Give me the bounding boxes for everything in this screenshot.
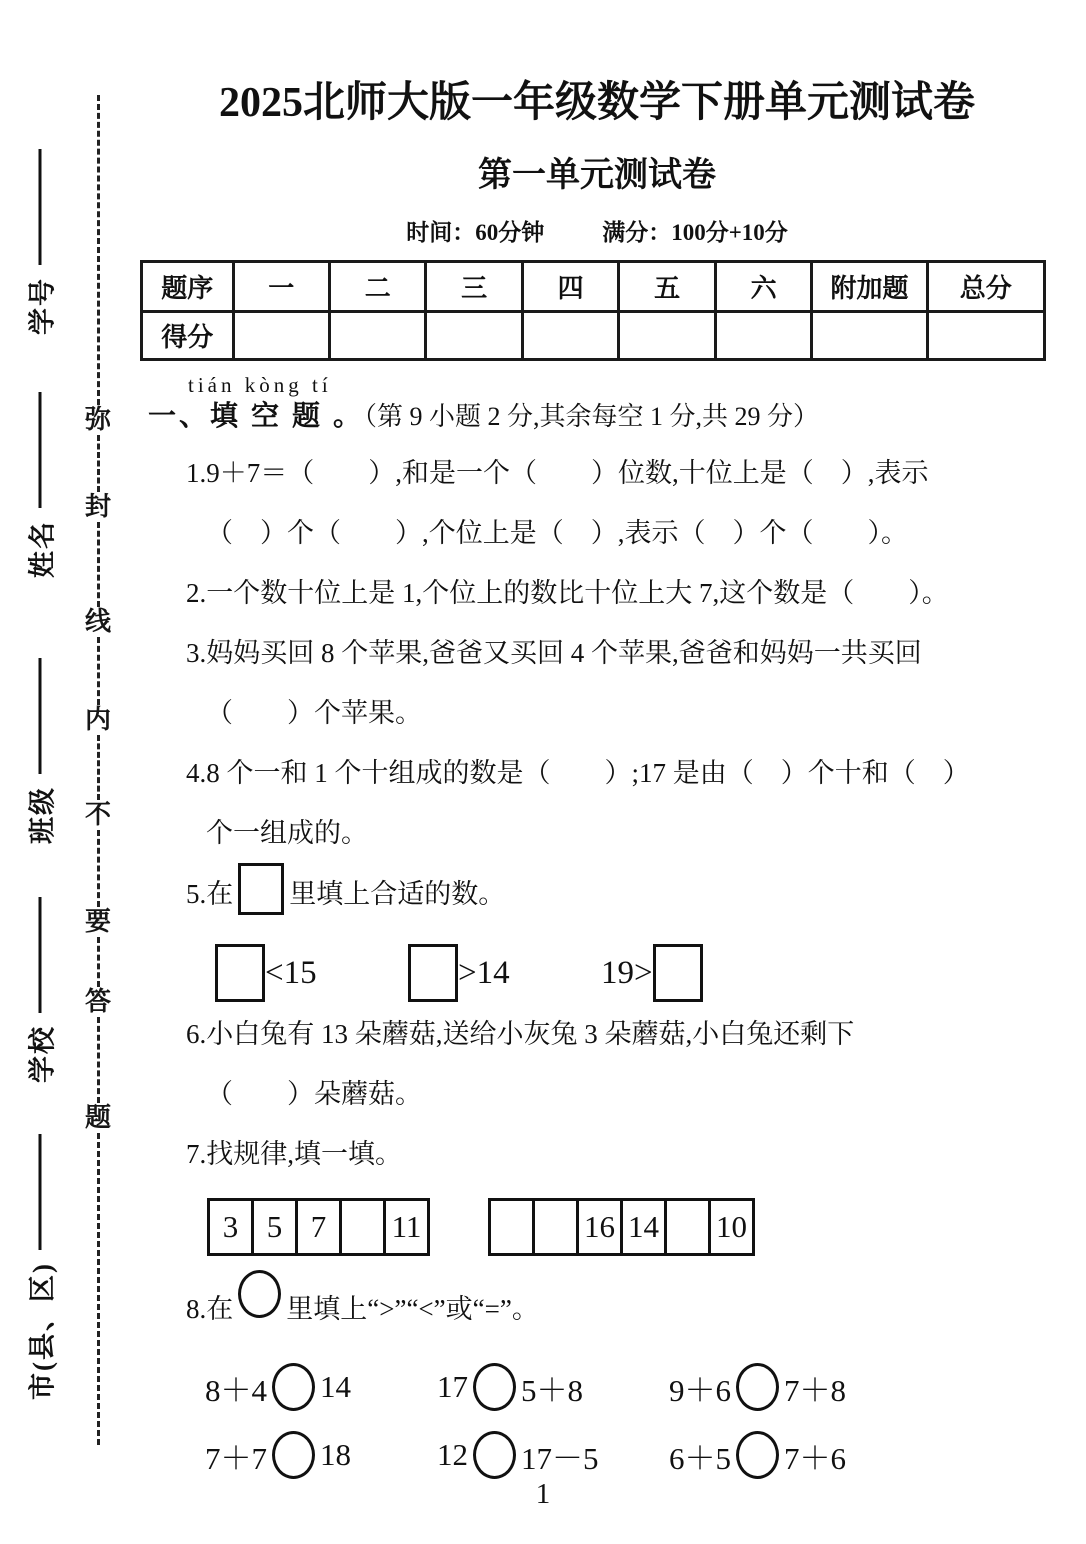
strip-cell: 16 bbox=[576, 1201, 620, 1253]
fill-box-icon bbox=[238, 863, 284, 915]
number-strip-1 bbox=[207, 1198, 430, 1256]
question-5 bbox=[186, 863, 1046, 924]
score-table bbox=[140, 260, 1046, 361]
compare-circle-icon bbox=[473, 1431, 516, 1479]
question-5-prefix: 5.在 bbox=[186, 879, 234, 909]
question-5-comparisons bbox=[215, 942, 1046, 1004]
class-blank-line bbox=[39, 658, 42, 774]
fill-box-icon bbox=[215, 944, 265, 1002]
exam-title: 2025北师大版一年级数学下册单元测试卷 bbox=[218, 80, 975, 126]
question-4-line-2: 个一组成的。 bbox=[206, 818, 368, 848]
score-header-cell: 三 bbox=[426, 262, 522, 312]
fill-box-icon bbox=[408, 944, 458, 1002]
exam-info-line bbox=[148, 218, 1046, 248]
strip-cell bbox=[664, 1201, 708, 1253]
seal-char: 内 bbox=[84, 705, 111, 734]
question-8-prefix: 8.在 bbox=[186, 1294, 234, 1324]
question-8-suffix: 里填上“>”“<”或“=”。 bbox=[286, 1294, 539, 1324]
compare-circle-icon bbox=[272, 1431, 315, 1479]
strip-cell bbox=[532, 1201, 576, 1253]
seal-dash-segment bbox=[97, 830, 100, 907]
student-name-field bbox=[21, 392, 60, 578]
question-8 bbox=[186, 1270, 1046, 1339]
seal-char: 线 bbox=[84, 607, 111, 636]
student-id-label: 学号 bbox=[27, 277, 58, 335]
expression-right: 5＋8 bbox=[521, 1372, 583, 1408]
score-empty-cell bbox=[233, 312, 329, 360]
seal-char: 题 bbox=[84, 1103, 111, 1132]
student-id-blank-line bbox=[39, 149, 42, 265]
question-1-line-1: 1.9＋7＝（ ）,和是一个（ ）位数,十位上是（ ）,表示 bbox=[186, 458, 929, 488]
question-4-line-1: 4.8 个一和 1 个十组成的数是（ ）;17 是由（ ）个十和（ ） bbox=[186, 758, 970, 788]
expression-right: 7＋6 bbox=[784, 1440, 846, 1476]
strip-cell bbox=[339, 1201, 383, 1253]
exam-content bbox=[148, 60, 1046, 1489]
compare-expression bbox=[437, 1431, 669, 1479]
question-2: 2.一个数十位上是 1,个位上的数比十位上大 7,这个数是（ ）。 bbox=[186, 578, 949, 608]
student-name-label: 姓名 bbox=[27, 520, 58, 578]
score-empty-cell bbox=[812, 312, 927, 360]
fill-box-icon bbox=[653, 944, 703, 1002]
strip-cell: 14 bbox=[620, 1201, 664, 1253]
expression-right: 17－5 bbox=[521, 1440, 599, 1476]
expression-left: 6＋5 bbox=[669, 1440, 731, 1476]
question-7: 7.找规律,填一填。 bbox=[186, 1139, 402, 1169]
score-table-score-row bbox=[142, 312, 1045, 360]
section-heading bbox=[148, 399, 1046, 435]
expression-right: 14 bbox=[320, 1369, 351, 1404]
number-strip-2 bbox=[488, 1198, 755, 1256]
score-header-cell: 题序 bbox=[142, 262, 234, 312]
expression-left: 8＋4 bbox=[205, 1372, 267, 1408]
strip-cell: 10 bbox=[708, 1201, 752, 1253]
seal-char: 答 bbox=[84, 987, 111, 1016]
comparison-item bbox=[408, 944, 601, 1002]
question-8-row-1 bbox=[205, 1353, 1046, 1421]
score-table-header-row bbox=[142, 262, 1045, 312]
score-empty-cell bbox=[715, 312, 811, 360]
strip-cell: 3 bbox=[222, 1209, 239, 1244]
strip-cell: 11 bbox=[383, 1201, 427, 1253]
compare-circle-icon bbox=[736, 1431, 779, 1479]
score-empty-cell bbox=[522, 312, 618, 360]
expression-left: 12 bbox=[437, 1437, 468, 1472]
comparison-text: 19> bbox=[601, 955, 653, 991]
score-header-cell: 四 bbox=[522, 262, 618, 312]
strip-cell: 5 bbox=[251, 1201, 295, 1253]
score-header-cell: 附加题 bbox=[812, 262, 927, 312]
page-number: 1 bbox=[535, 1478, 551, 1510]
seal-dash-segment bbox=[97, 1017, 100, 1103]
question-6-line-1: 6.小白兔有 13 朵蘑菇,送给小灰兔 3 朵蘑菇,小白兔还剩下 bbox=[186, 1019, 855, 1049]
strip-cell: 7 bbox=[295, 1201, 339, 1253]
school-label: 学校 bbox=[27, 1025, 58, 1083]
question-3-line-1: 3.妈妈买回 8 个苹果,爸爸又买回 4 个苹果,爸爸和妈妈一共买回 bbox=[186, 638, 922, 668]
comparison-text: >14 bbox=[458, 955, 510, 991]
section-heading-title: 一、填 空 题 。 bbox=[148, 401, 365, 432]
compare-expression bbox=[437, 1363, 669, 1411]
score-header-cell: 六 bbox=[715, 262, 811, 312]
city-district-field bbox=[21, 1134, 60, 1400]
score-empty-cell bbox=[329, 312, 425, 360]
class-field bbox=[21, 658, 60, 844]
exam-subtitle: 第一单元测试卷 bbox=[478, 157, 716, 194]
comparison-item bbox=[601, 944, 794, 1002]
expression-left: 7＋7 bbox=[205, 1440, 267, 1476]
seal-line bbox=[84, 95, 112, 1445]
compare-circle-icon bbox=[238, 1270, 281, 1318]
question-7-number-strips bbox=[207, 1198, 1046, 1256]
seal-dash-segment bbox=[97, 1133, 100, 1445]
strip-cell bbox=[491, 1201, 532, 1253]
student-id-field bbox=[21, 149, 60, 335]
score-header-cell: 一 bbox=[233, 262, 329, 312]
seal-dash-segment bbox=[97, 735, 100, 800]
comparison-text: <15 bbox=[265, 955, 317, 991]
seal-dash-segment bbox=[97, 637, 100, 705]
compare-expression bbox=[669, 1431, 846, 1479]
score-empty-cell bbox=[426, 312, 522, 360]
expression-right: 7＋8 bbox=[784, 1372, 846, 1408]
compare-expression bbox=[205, 1363, 437, 1411]
compare-circle-icon bbox=[473, 1363, 516, 1411]
seal-dash-segment bbox=[97, 937, 100, 987]
question-1-line-2: （ ）个（ ）,个位上是（ ）,表示（ ）个（ ）。 bbox=[206, 518, 908, 548]
seal-char: 弥 bbox=[84, 405, 111, 434]
seal-dash-segment bbox=[97, 95, 100, 405]
city-district-label: 市(县、区) bbox=[27, 1262, 58, 1400]
compare-expression bbox=[205, 1431, 437, 1479]
student-name-blank-line bbox=[39, 392, 42, 508]
seal-char: 不 bbox=[84, 800, 111, 829]
score-empty-cell bbox=[927, 312, 1044, 360]
compare-circle-icon bbox=[736, 1363, 779, 1411]
score-header-cell: 五 bbox=[619, 262, 715, 312]
question-5-suffix: 里填上合适的数。 bbox=[289, 879, 506, 909]
seal-char: 封 bbox=[84, 492, 111, 521]
seal-char: 要 bbox=[84, 907, 111, 936]
compare-circle-icon bbox=[272, 1363, 315, 1411]
score-empty-cell bbox=[619, 312, 715, 360]
score-header-cell: 二 bbox=[329, 262, 425, 312]
city-district-blank-line bbox=[39, 1134, 42, 1250]
school-blank-line bbox=[39, 897, 42, 1013]
comparison-item bbox=[215, 944, 408, 1002]
question-3-line-2: （ ）个苹果。 bbox=[206, 698, 422, 728]
class-label: 班级 bbox=[27, 786, 58, 844]
section-heading-note: （第 9 小题 2 分,其余每空 1 分,共 29 分） bbox=[364, 402, 820, 431]
seal-dash-segment bbox=[97, 522, 100, 607]
score-header-cell: 总分 bbox=[927, 262, 1044, 312]
seal-dash-segment bbox=[97, 435, 100, 492]
expression-left: 9＋6 bbox=[669, 1372, 731, 1408]
exam-full-score: 满分：100分+10分 bbox=[602, 220, 788, 245]
compare-expression bbox=[669, 1363, 846, 1411]
exam-time: 时间：60分钟 bbox=[406, 220, 545, 245]
expression-right: 18 bbox=[320, 1437, 351, 1472]
section-pinyin: tián kòng tí bbox=[188, 373, 332, 397]
question-6-line-2: （ ）朵蘑菇。 bbox=[206, 1079, 422, 1109]
school-field bbox=[21, 897, 60, 1083]
expression-left: 17 bbox=[437, 1369, 468, 1404]
score-row-label: 得分 bbox=[142, 312, 234, 360]
